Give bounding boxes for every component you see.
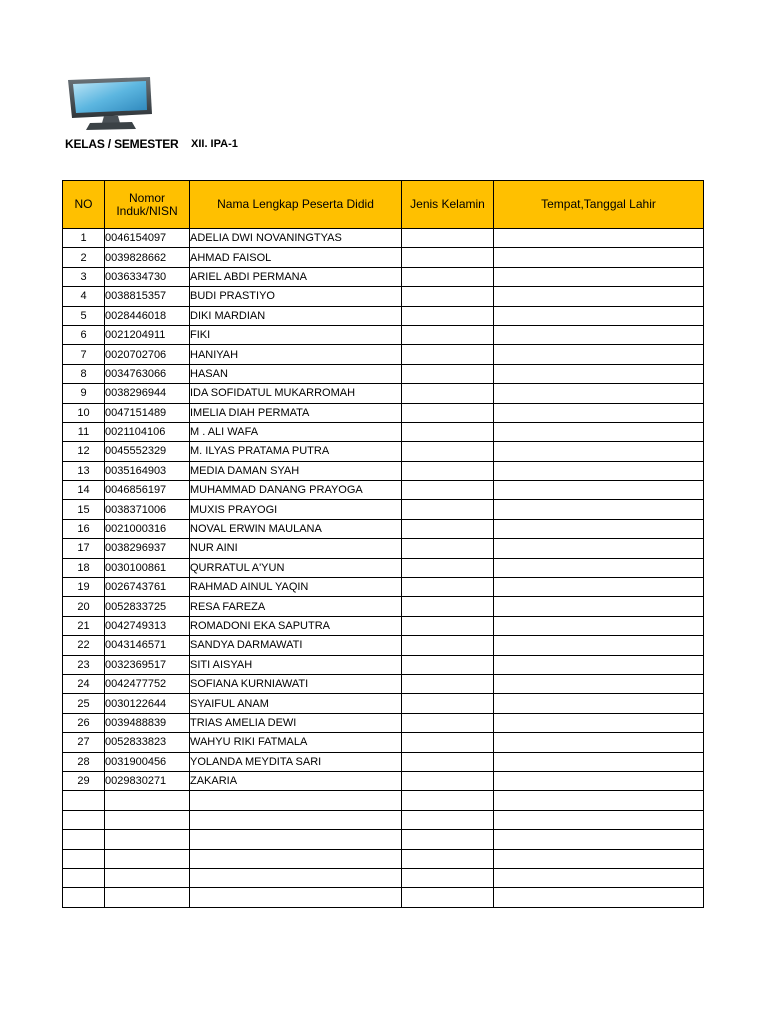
cell-no: 23 (63, 655, 105, 674)
table-row (63, 868, 704, 887)
cell-ttl (494, 771, 704, 790)
cell-no: 20 (63, 597, 105, 616)
cell-nama: SANDYA DARMAWATI (190, 636, 402, 655)
cell-no (63, 830, 105, 849)
cell-jenis-kelamin (402, 384, 494, 403)
table-row (63, 636, 704, 655)
cell-ttl (494, 345, 704, 364)
table-row (63, 422, 704, 441)
table-row (63, 229, 704, 248)
cell-no: 10 (63, 403, 105, 422)
cell-ttl (494, 325, 704, 344)
cell-ttl (494, 248, 704, 267)
cell-jenis-kelamin (402, 752, 494, 771)
cell-nama: MUHAMMAD DANANG PRAYOGA (190, 481, 402, 500)
cell-no: 21 (63, 616, 105, 635)
table-row (63, 481, 704, 500)
cell-nisn: 0039488839 (105, 713, 190, 732)
cell-nisn: 0042477752 (105, 674, 190, 693)
table-row (63, 519, 704, 538)
cell-nisn: 0021104106 (105, 422, 190, 441)
cell-no: 26 (63, 713, 105, 732)
cell-nisn: 0038296944 (105, 384, 190, 403)
cell-jenis-kelamin (402, 636, 494, 655)
cell-no: 16 (63, 519, 105, 538)
cell-nama: SYAIFUL ANAM (190, 694, 402, 713)
cell-nama: BUDI PRASTIYO (190, 287, 402, 306)
cell-nama: NOVAL ERWIN MAULANA (190, 519, 402, 538)
table-row (63, 384, 704, 403)
cell-nama: NUR AINI (190, 539, 402, 558)
cell-nama: RAHMAD AINUL YAQIN (190, 578, 402, 597)
cell-ttl (494, 636, 704, 655)
table-row (63, 500, 704, 519)
cell-ttl (494, 868, 704, 887)
cell-nama: TRIAS AMELIA DEWI (190, 713, 402, 732)
cell-ttl (494, 461, 704, 480)
cell-nisn: 0052833725 (105, 597, 190, 616)
cell-nisn: 0034763066 (105, 364, 190, 383)
cell-nama: YOLANDA MEYDITA SARI (190, 752, 402, 771)
cell-nisn: 0021000316 (105, 519, 190, 538)
cell-nisn: 0035164903 (105, 461, 190, 480)
cell-jenis-kelamin (402, 267, 494, 286)
cell-ttl (494, 733, 704, 752)
table-row (63, 578, 704, 597)
column-header-nisn: Nomor Induk/NISN (105, 181, 190, 229)
table-row (63, 752, 704, 771)
cell-no: 4 (63, 287, 105, 306)
cell-jenis-kelamin (402, 248, 494, 267)
cell-ttl (494, 694, 704, 713)
cell-nama: ZAKARIA (190, 771, 402, 790)
column-header-nama: Nama Lengkap Peserta Didid (190, 181, 402, 229)
cell-nama: DIKI MARDIAN (190, 306, 402, 325)
cell-jenis-kelamin (402, 771, 494, 790)
table-row (63, 442, 704, 461)
table-row (63, 325, 704, 344)
cell-nama: IDA SOFIDATUL MUKARROMAH (190, 384, 402, 403)
cell-jenis-kelamin (402, 539, 494, 558)
cell-nisn: 0030122644 (105, 694, 190, 713)
cell-no: 11 (63, 422, 105, 441)
cell-ttl (494, 539, 704, 558)
cell-jenis-kelamin (402, 578, 494, 597)
cell-jenis-kelamin (402, 442, 494, 461)
cell-ttl (494, 674, 704, 693)
table-row (63, 694, 704, 713)
cell-nama: HANIYAH (190, 345, 402, 364)
table-row (63, 849, 704, 868)
cell-jenis-kelamin (402, 597, 494, 616)
cell-ttl (494, 849, 704, 868)
cell-nama: SITI AISYAH (190, 655, 402, 674)
cell-nisn: 0020702706 (105, 345, 190, 364)
cell-nisn: 0028446018 (105, 306, 190, 325)
cell-ttl (494, 752, 704, 771)
student-roster-table (62, 180, 704, 908)
table-row (63, 791, 704, 810)
cell-jenis-kelamin (402, 791, 494, 810)
cell-ttl (494, 481, 704, 500)
cell-nisn: 0021204911 (105, 325, 190, 344)
cell-nama (190, 849, 402, 868)
cell-no: 13 (63, 461, 105, 480)
cell-nama: IMELIA DIAH PERMATA (190, 403, 402, 422)
cell-nisn: 0047151489 (105, 403, 190, 422)
cell-no: 25 (63, 694, 105, 713)
cell-ttl (494, 403, 704, 422)
cell-nisn: 0036334730 (105, 267, 190, 286)
table-row (63, 248, 704, 267)
cell-ttl (494, 500, 704, 519)
cell-ttl (494, 442, 704, 461)
cell-jenis-kelamin (402, 519, 494, 538)
cell-ttl (494, 558, 704, 577)
cell-jenis-kelamin (402, 888, 494, 907)
table-row (63, 674, 704, 693)
cell-no: 17 (63, 539, 105, 558)
cell-no (63, 791, 105, 810)
cell-ttl (494, 597, 704, 616)
cell-ttl (494, 616, 704, 635)
cell-jenis-kelamin (402, 481, 494, 500)
cell-no: 18 (63, 558, 105, 577)
cell-jenis-kelamin (402, 616, 494, 635)
cell-ttl (494, 655, 704, 674)
cell-nisn: 0046856197 (105, 481, 190, 500)
cell-jenis-kelamin (402, 713, 494, 732)
table-row (63, 306, 704, 325)
table-row (63, 539, 704, 558)
cell-no: 22 (63, 636, 105, 655)
cell-jenis-kelamin (402, 674, 494, 693)
cell-nama (190, 791, 402, 810)
table-row (63, 616, 704, 635)
cell-nisn: 0031900456 (105, 752, 190, 771)
table-row (63, 364, 704, 383)
cell-ttl (494, 384, 704, 403)
cell-no (63, 810, 105, 829)
cell-nama: M. ILYAS PRATAMA PUTRA (190, 442, 402, 461)
cell-jenis-kelamin (402, 461, 494, 480)
cell-nisn: 0042749313 (105, 616, 190, 635)
table-row (63, 888, 704, 907)
cell-nisn (105, 791, 190, 810)
table-row (63, 597, 704, 616)
table-row (63, 267, 704, 286)
cell-nama: MUXIS PRAYOGI (190, 500, 402, 519)
cell-no: 27 (63, 733, 105, 752)
cell-nisn: 0030100861 (105, 558, 190, 577)
cell-no: 19 (63, 578, 105, 597)
cell-nisn: 0039828662 (105, 248, 190, 267)
cell-jenis-kelamin (402, 558, 494, 577)
cell-nisn: 0038371006 (105, 500, 190, 519)
cell-ttl (494, 791, 704, 810)
cell-no: 9 (63, 384, 105, 403)
cell-nisn (105, 849, 190, 868)
table-row (63, 713, 704, 732)
cell-ttl (494, 422, 704, 441)
cell-jenis-kelamin (402, 849, 494, 868)
cell-jenis-kelamin (402, 403, 494, 422)
cell-jenis-kelamin (402, 830, 494, 849)
cell-nisn: 0029830271 (105, 771, 190, 790)
cell-no: 24 (63, 674, 105, 693)
cell-nisn: 0032369517 (105, 655, 190, 674)
cell-jenis-kelamin (402, 229, 494, 248)
cell-jenis-kelamin (402, 868, 494, 887)
cell-nisn: 0052833823 (105, 733, 190, 752)
cell-nama (190, 830, 402, 849)
table-row (63, 655, 704, 674)
cell-no (63, 849, 105, 868)
cell-no: 1 (63, 229, 105, 248)
cell-nama: ADELIA DWI NOVANINGTYAS (190, 229, 402, 248)
cell-no: 28 (63, 752, 105, 771)
cell-nama (190, 810, 402, 829)
cell-ttl (494, 830, 704, 849)
table-header-row (63, 181, 704, 229)
table-row (63, 558, 704, 577)
cell-no: 29 (63, 771, 105, 790)
cell-nisn: 0043146571 (105, 636, 190, 655)
cell-jenis-kelamin (402, 325, 494, 344)
cell-nama: AHMAD FAISOL (190, 248, 402, 267)
cell-jenis-kelamin (402, 345, 494, 364)
cell-nisn: 0026743761 (105, 578, 190, 597)
cell-nisn: 0046154097 (105, 229, 190, 248)
cell-no: 6 (63, 325, 105, 344)
cell-nama: HASAN (190, 364, 402, 383)
cell-nama: M . ALI WAFA (190, 422, 402, 441)
cell-jenis-kelamin (402, 694, 494, 713)
cell-no (63, 868, 105, 887)
cell-ttl (494, 287, 704, 306)
cell-no: 3 (63, 267, 105, 286)
table-row (63, 771, 704, 790)
cell-jenis-kelamin (402, 422, 494, 441)
cell-nama: SOFIANA KURNIAWATI (190, 674, 402, 693)
cell-nama: FIKI (190, 325, 402, 344)
cell-ttl (494, 229, 704, 248)
cell-no: 8 (63, 364, 105, 383)
table-row (63, 810, 704, 829)
cell-nisn: 0038296937 (105, 539, 190, 558)
cell-nama: WAHYU RIKI FATMALA (190, 733, 402, 752)
table-row (63, 830, 704, 849)
computer-monitor-icon (66, 76, 154, 132)
cell-no: 14 (63, 481, 105, 500)
table-row (63, 287, 704, 306)
cell-ttl (494, 810, 704, 829)
cell-nisn: 0045552329 (105, 442, 190, 461)
cell-nama: MEDIA DAMAN SYAH (190, 461, 402, 480)
cell-jenis-kelamin (402, 500, 494, 519)
cell-nisn (105, 810, 190, 829)
cell-ttl (494, 364, 704, 383)
cell-ttl (494, 519, 704, 538)
table-row (63, 345, 704, 364)
cell-no: 5 (63, 306, 105, 325)
cell-jenis-kelamin (402, 733, 494, 752)
cell-no (63, 888, 105, 907)
cell-no: 12 (63, 442, 105, 461)
cell-jenis-kelamin (402, 810, 494, 829)
cell-nama: ROMADONI EKA SAPUTRA (190, 616, 402, 635)
table-row (63, 461, 704, 480)
cell-nisn (105, 830, 190, 849)
column-header-jenis-kelamin: Jenis Kelamin (402, 181, 494, 229)
cell-nama: RESA FAREZA (190, 597, 402, 616)
cell-nisn (105, 888, 190, 907)
column-header-no: NO (63, 181, 105, 229)
cell-no: 2 (63, 248, 105, 267)
cell-no: 15 (63, 500, 105, 519)
cell-nama (190, 888, 402, 907)
kelas-semester-label: KELAS / SEMESTER (65, 137, 179, 151)
cell-ttl (494, 267, 704, 286)
cell-ttl (494, 713, 704, 732)
cell-jenis-kelamin (402, 655, 494, 674)
kelas-semester-value: XII. IPA-1 (191, 138, 238, 150)
table-row (63, 733, 704, 752)
cell-nama: QURRATUL A'YUN (190, 558, 402, 577)
column-header-ttl: Tempat,Tanggal Lahir (494, 181, 704, 229)
cell-no: 7 (63, 345, 105, 364)
cell-jenis-kelamin (402, 287, 494, 306)
cell-nisn: 0038815357 (105, 287, 190, 306)
cell-jenis-kelamin (402, 364, 494, 383)
cell-ttl (494, 306, 704, 325)
cell-ttl (494, 888, 704, 907)
cell-nisn (105, 868, 190, 887)
cell-ttl (494, 578, 704, 597)
table-row (63, 403, 704, 422)
cell-nama: ARIEL ABDI PERMANA (190, 267, 402, 286)
cell-nama (190, 868, 402, 887)
cell-jenis-kelamin (402, 306, 494, 325)
